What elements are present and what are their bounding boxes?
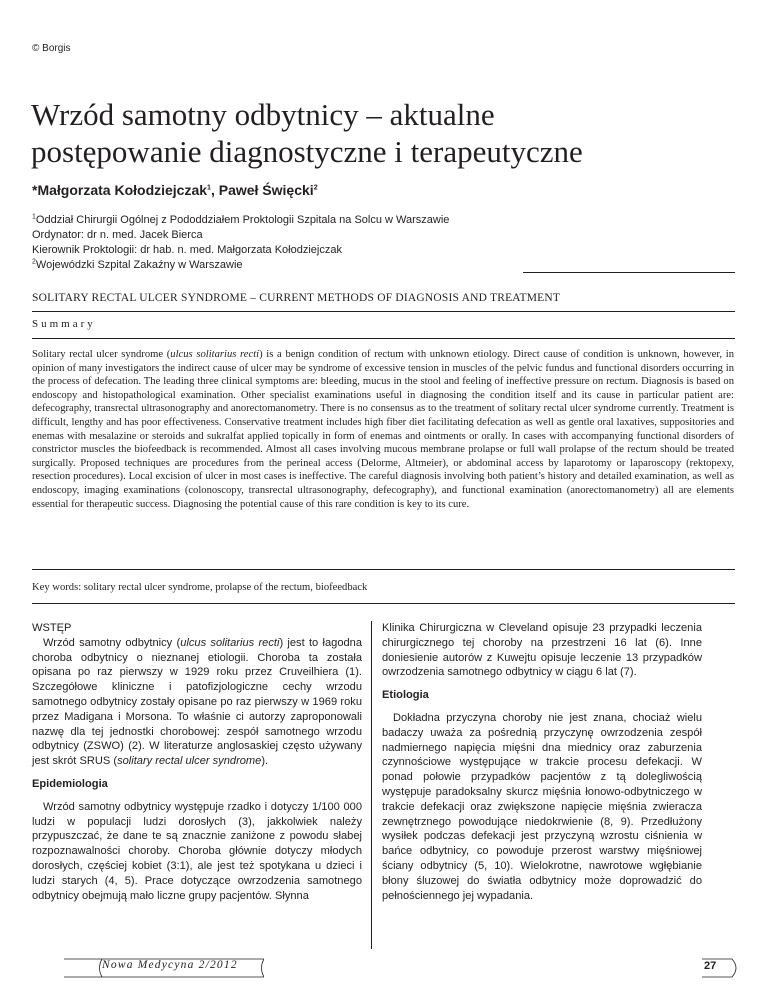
- body-column-left: [32, 621, 362, 903]
- affiliation-line: [32, 213, 449, 228]
- intro-paragraph: [32, 636, 362, 769]
- copyright: © Borgis: [32, 43, 71, 54]
- intro-latin-term: ulcus solitarius recti: [180, 636, 280, 649]
- intro-english-term: solitary rectal ulcer syndrome: [117, 755, 262, 768]
- journal-name: Nowa Medycyna 2/2012: [102, 959, 238, 971]
- body-column-right: [382, 621, 702, 903]
- page-number: 27: [704, 960, 717, 972]
- summary-latin-term: ulcus solitarius recti: [170, 349, 260, 360]
- english-title-rule: [32, 311, 735, 312]
- keywords-bottom-rule: [32, 603, 735, 604]
- affiliations: [32, 213, 449, 273]
- author-1-affil-mark: 1: [207, 184, 211, 192]
- section-heading-epidemiology: Epidemiologia: [32, 777, 108, 790]
- affiliation-text: Wojewódzki Szpital Zakaźny w Warszawie: [35, 259, 243, 271]
- intro-part: ).: [261, 755, 269, 768]
- etiology-paragraph: Dokładna przyczyna choroby nie jest znana, chociaż wielu badaczy uważa za pośrednią przyczynę owrzodzenia zespół nadmiernego napięcia mięśni dna miednicy oraz zaburzenia czynnościowe występujące w trakcie procesu defekacji. W ponad połowie przypadków pacjentów z tą dolegliwością występuje paradoksalny skurcz mięśnia łonowo-odbytniczego w trakcie defekacji oraz zwiększone napięcie mięśnia zwieracza zewnętrznego powodujące niedokrwienie (8, 9). Przedłużony wysiłek podczas defekacji jest przyczyną wzrostu ciśnienia w bańce odbytnicy, co powoduje przerost warstwy mięśniowej ściany odbytnicy (5, 10). Wielokrotne, nawrotowe wgłębianie błony śluzowej do światła odbytnicy może doprowadzić do pełnościennego jej wypadania.: [382, 711, 702, 902]
- affiliation-text: Oddział Chirurgii Ogólnej z Pododdziałem Proktologii Szpitala na Solcu w Warszawie: [35, 214, 450, 226]
- summary-heading: Summary: [32, 318, 96, 330]
- summary-part: Solitary rectal ulcer syndrome (: [32, 349, 171, 360]
- summary-rule: [32, 338, 735, 339]
- continued-paragraph: Klinika Chirurgiczna w Cleveland opisuje 23 przypadki leczenia chirurgicznego tej choroby na przestrzeni 16 lat (6). Inne doniesienie autorów z Kuwejtu opisuje leczenie 13 przypadków owrzodzenia samotnego odbytnicy w ciągu 6 lat (7).: [382, 622, 702, 679]
- article-title: [31, 96, 731, 170]
- title-line-2: postępowanie diagnostyczne i terapeutyczne: [31, 134, 583, 169]
- affiliation-text: Kierownik Proktologii: dr hab. n. med. Małgorzata Kołodziejczak: [32, 244, 342, 256]
- epidemiology-paragraph: Wrzód samotny odbytnicy występuje rzadko i dotyczy 1/100 000 ludzi w populacji ludzi dorosłych (3), jakkolwiek należy przypuszczać, że dane te są znacznie zaniżone z powodu słabej rozpoznawalności choroby. Choroba głównie dotyczy młodych dorosłych, częściej kobiet (3:1), ale jest też spotykana u dzieci i ludzi starych (4, 5). Prace dotyczące owrzodzenia samotnego odbytnicy obejmują mało liczne grupy pacjentów. Słynna: [32, 800, 362, 902]
- affiliation-divider: [523, 272, 735, 273]
- english-title: SOLITARY RECTAL ULCER SYNDROME – CURRENT METHODS OF DIAGNOSIS AND TREATMENT: [32, 292, 561, 304]
- author-2-affil-mark: 2: [313, 184, 318, 192]
- keywords-top-rule: [32, 569, 735, 570]
- summary-part: ) is a benign condition of rectum with unknown etiology. Direct cause of condition is unknown, however, in opinion of many investigators the indirect cause of ulcer may be syndrome of excessive tension in muscles of the pelvic fundus and functional disorders occurring in the process of defecation. The leading three clinical symptoms are: bleeding, mucus in the stool and feeling of ineffective pressure on rectum. Diagnosis is based on endoscopy and histopathological examination. Other specialist examinations useful in diagnosing the condition itself and its cause in particular patient are: defecography, transrectal ultrasonography and anorectomanometry. There is no consensus as to the treatment of solitary rectal ulcer syndrome currently. Treatment is difficult, lengthy and has poor effectiveness. Conservative treatment includes high fiber diet facilitating defecation as well as gentle oral laxatives, suppositories and enemas with mesalazine or steroids and sukralfat applied topically in form of enemas and ointments or orally. In cases with accompanying functional disorders of constrictor muscles the biofeedback is recommended. Almost all cases involving mucous membrane prolapse or full wall prolapse of the rectum should be treated surgically. Proposed techniques are procedures from the perineal access (Delorme, Altmeier), or abdominal access by laparotomy or laparoscopy (rektopexy, resection procedures). Local excision of ulcer in most cases is ineffective. The careful diagnosis involving both patient’s history and detailed examination, as well as endoscopy, imaging examinations (colonoscopy, transrectal ultrasonography, defecography), and functional examination (anorectomanometry) all are elements essential for therapeutic success. Diagnosing the potential cause of this rare condition is key to its cure.: [32, 349, 734, 510]
- intro-part: ) jest to łagodna choroba odbytnicy o nieznanej etiologii. Choroba ta została opisana po raz pierwszy w 1929 roku przez Cruveilhiera (1). Szczegółowe kliniczne i patofizjologiczne cechy wrzodu samotnego odbytnicy zostały opisane po raz pierwszy w 1969 roku przez Madigana i Morsona. To właśnie ci autorzy zaproponowali nazwę dla tej jednostki chorobowej: zespół samotnego wrzodu odbytnicy (ZSWO) (2). W literaturze anglosaskiej często używany jest skrót SRUS (: [32, 636, 362, 768]
- affiliation-mark: 2: [32, 258, 36, 266]
- authors: [32, 182, 318, 198]
- affiliation-line: [32, 243, 449, 258]
- affiliation-line: [32, 258, 449, 273]
- section-heading-intro: WSTĘP: [32, 622, 72, 634]
- affiliation-line: [32, 228, 449, 243]
- author-2: , Paweł Święcki: [210, 182, 314, 198]
- title-line-1: Wrzód samotny odbytnicy – aktualne: [31, 97, 495, 132]
- author-1: *Małgorzata Kołodziejczak: [32, 182, 208, 198]
- section-heading-etiology: Etiologia: [382, 689, 429, 702]
- summary-text: [32, 348, 734, 511]
- affiliation-mark: 1: [32, 213, 36, 221]
- intro-part: Wrzód samotny odbytnicy (: [43, 636, 181, 649]
- affiliation-text: Ordynator: dr n. med. Jacek Bierca: [32, 229, 203, 241]
- keywords: Key words: solitary rectal ulcer syndrome, prolapse of the rectum, biofeedback: [32, 582, 368, 593]
- column-divider: [371, 621, 372, 949]
